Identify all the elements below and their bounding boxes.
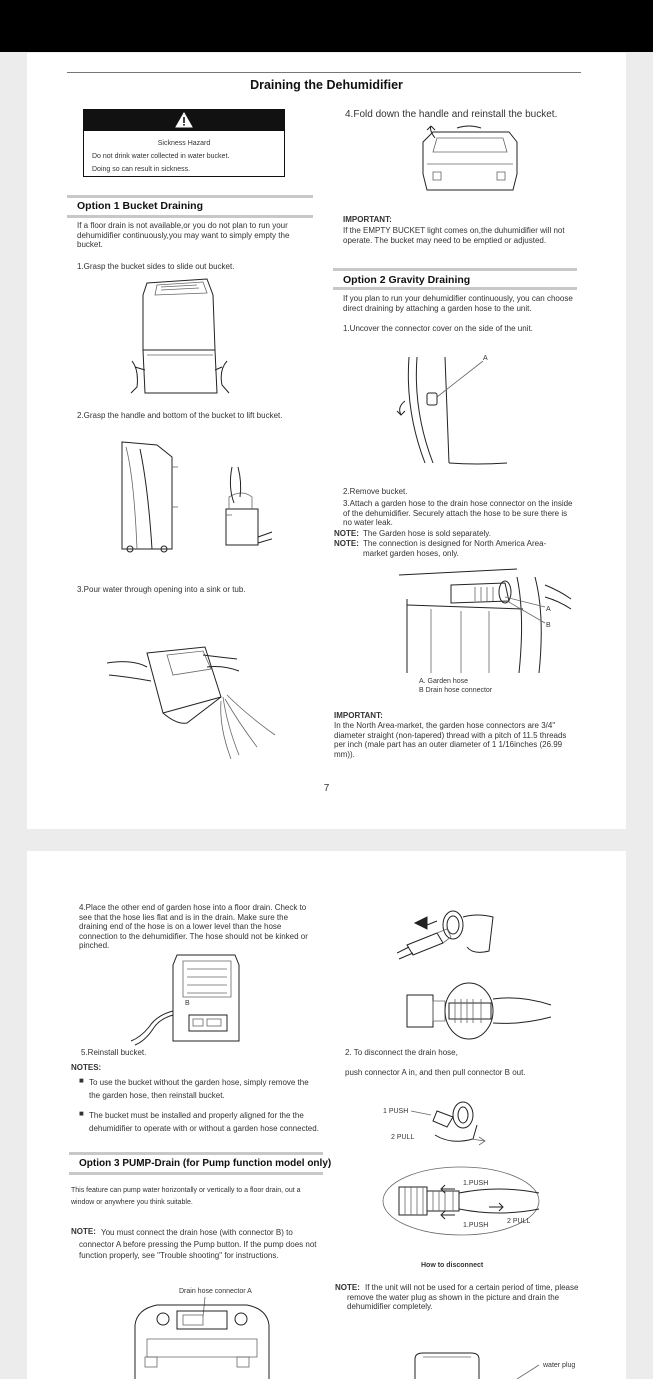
final-note: If the unit will not be used for a certain period of time, please remove the water plug as shown in the picture and drain the dehumidifier completely. xyxy=(347,1283,579,1311)
note2-text: The connection is designed for North America Area-market garden hoses, only. xyxy=(363,539,547,558)
step4-fold-handle: 4.Fold down the handle and reinstall the bucket. xyxy=(345,109,558,120)
title-rule xyxy=(67,72,581,73)
note2-label: NOTE: xyxy=(334,539,359,548)
option3-bottom-bar xyxy=(69,1172,323,1175)
water-plug-figure xyxy=(407,1349,587,1379)
manual-page-8 xyxy=(27,851,626,1379)
pull-label: 2 PULL xyxy=(391,1134,415,1141)
disconnect-step: 2. To disconnect the drain hose, xyxy=(345,1048,458,1057)
important1-label: IMPORTANT: xyxy=(343,215,392,224)
pump-connector-figure xyxy=(127,1295,277,1379)
fig-label-a: A xyxy=(483,355,488,362)
option1-intro: If a floor drain is not available,or you do not plan to run your dehumidifier continuously,you may want to simply empty the bucket. xyxy=(77,221,290,249)
pour-water-figure xyxy=(107,635,302,763)
important2-text: In the North Area-market, the garden hose connectors are 3/4" diameter straight (non-tapered) thread with a pitch of 11.5 threads per inch (male part has an outer diameter of 1 1/16inches (26.99 mm)). xyxy=(334,721,567,759)
option3-top-bar xyxy=(69,1152,323,1155)
note-bucket-without-hose: To use the bucket without the garden hose, simply remove the the garden hose, then reinstall bucket. xyxy=(89,1078,309,1100)
warning-heading: Sickness Hazard xyxy=(157,140,211,147)
drain-hose-connector-a-label: Drain hose connector A xyxy=(179,1288,252,1295)
option1-step1: 1.Grasp the bucket sides to slide out bucket. xyxy=(77,262,235,271)
option3-intro: This feature can pump water horizontally or vertically to a floor drain, out a window or anywhere you think suitable. xyxy=(71,1187,301,1206)
fold-handle-figure xyxy=(417,124,527,202)
fig-label-b2: B xyxy=(546,622,551,629)
option2-top-bar xyxy=(333,268,577,271)
option2-intro: If you plan to run your dehumidifier continuously, you can choose direct draining by attaching a garden hose to the unit. xyxy=(343,294,573,313)
connector-cover-figure xyxy=(387,351,537,471)
option3-note: You must connect the drain hose (with connector B) to connector A before pressing the Pump button. If the pump does not function properly, see "Trouble shooting" for instructions. xyxy=(79,1228,317,1260)
unit-with-hose-figure xyxy=(127,951,257,1049)
legend-garden-hose: A. Garden hose xyxy=(419,678,469,685)
fig-label-b: B xyxy=(185,1000,190,1007)
option1-bottom-bar xyxy=(67,215,313,218)
push-label-bottom: 1.PUSH xyxy=(463,1222,489,1229)
step5-reinstall: 5.Reinstall bucket. xyxy=(81,1048,147,1057)
step4-floor-drain: 4.Place the other end of garden hose into a floor drain. Check to see that the hose lies flat and is in the drain. Make sure the draining end of the hose is on a lower level than the hose connection to the dehumidifier. The hose should not be kinked or pinched. xyxy=(79,903,308,950)
how-to-disconnect-figure xyxy=(369,1165,569,1237)
fig-label-a2: A xyxy=(546,606,551,613)
note1-text: The Garden hose is sold separately. xyxy=(363,529,491,538)
page-number: 7 xyxy=(323,783,330,794)
warning-box xyxy=(83,109,285,177)
page-title: Draining the Dehumidifier xyxy=(250,78,403,92)
option2-step3: 3.Attach a garden hose to the drain hose connector on the inside of the dehumidifier. Securely attach the hose to be sure there is no water leak. xyxy=(343,499,573,527)
warning-line-1: Do not drink water collected in water bucket. xyxy=(92,153,230,160)
final-note-label: NOTE: xyxy=(335,1283,360,1292)
option2-step2: 2.Remove bucket. xyxy=(343,487,408,496)
legend-drain-connector: B Drain hose connector xyxy=(419,687,493,694)
option1-heading: Option 1 Bucket Draining xyxy=(77,200,204,212)
note1-label: NOTE: xyxy=(334,529,359,538)
warning-line-2: Doing so can result in sickness. xyxy=(92,166,191,173)
connector-detail-figure xyxy=(401,975,561,1047)
push-label: 1 PUSH xyxy=(383,1108,409,1115)
option1-top-bar xyxy=(67,195,313,198)
option3-note-label: NOTE: xyxy=(71,1227,96,1236)
garden-hose-connection-figure xyxy=(395,565,575,673)
warning-triangle-icon xyxy=(84,110,284,131)
disconnect-instruction: push connector A in, and then pull connector B out. xyxy=(345,1068,526,1077)
notes-label: NOTES: xyxy=(71,1063,102,1072)
lift-bucket-figure xyxy=(112,437,272,559)
pull-label-right: 2 PULL xyxy=(507,1218,531,1225)
top-status-bar xyxy=(0,0,653,52)
how-to-disconnect-caption: How to disconnect xyxy=(421,1262,484,1269)
important1-text: If the EMPTY BUCKET light comes on,the duhumidifier will not operate. The bucket may need to be emptied or adjusted. xyxy=(343,226,565,245)
option2-bottom-bar xyxy=(333,287,577,290)
push-pull-figure xyxy=(381,1095,501,1151)
bullet-square-icon: ■ xyxy=(79,1076,84,1085)
slide-out-bucket-figure xyxy=(127,275,237,400)
option2-heading: Option 2 Gravity Draining xyxy=(343,274,471,286)
push-connector-figure xyxy=(397,895,527,975)
option1-step2: 2.Grasp the handle and bottom of the bucket to lift bucket. xyxy=(77,411,283,420)
push-label-top: 1.PUSH xyxy=(463,1180,489,1187)
warning-header xyxy=(84,110,284,131)
note-bucket-aligned: The bucket must be installed and properly aligned for the the dehumidifier to operate with or without a garden hose connected. xyxy=(89,1111,319,1133)
option2-step1: 1.Uncover the connector cover on the side of the unit. xyxy=(343,324,533,333)
option3-heading: Option 3 PUMP-Drain (for Pump function model only) xyxy=(79,1158,332,1169)
important2-label: IMPORTANT: xyxy=(334,711,383,720)
water-plug-label: water plug xyxy=(543,1362,576,1369)
manual-page-7 xyxy=(27,53,626,829)
option1-step3: 3.Pour water through opening into a sink or tub. xyxy=(77,585,246,594)
bullet-square-icon: ■ xyxy=(79,1109,84,1118)
